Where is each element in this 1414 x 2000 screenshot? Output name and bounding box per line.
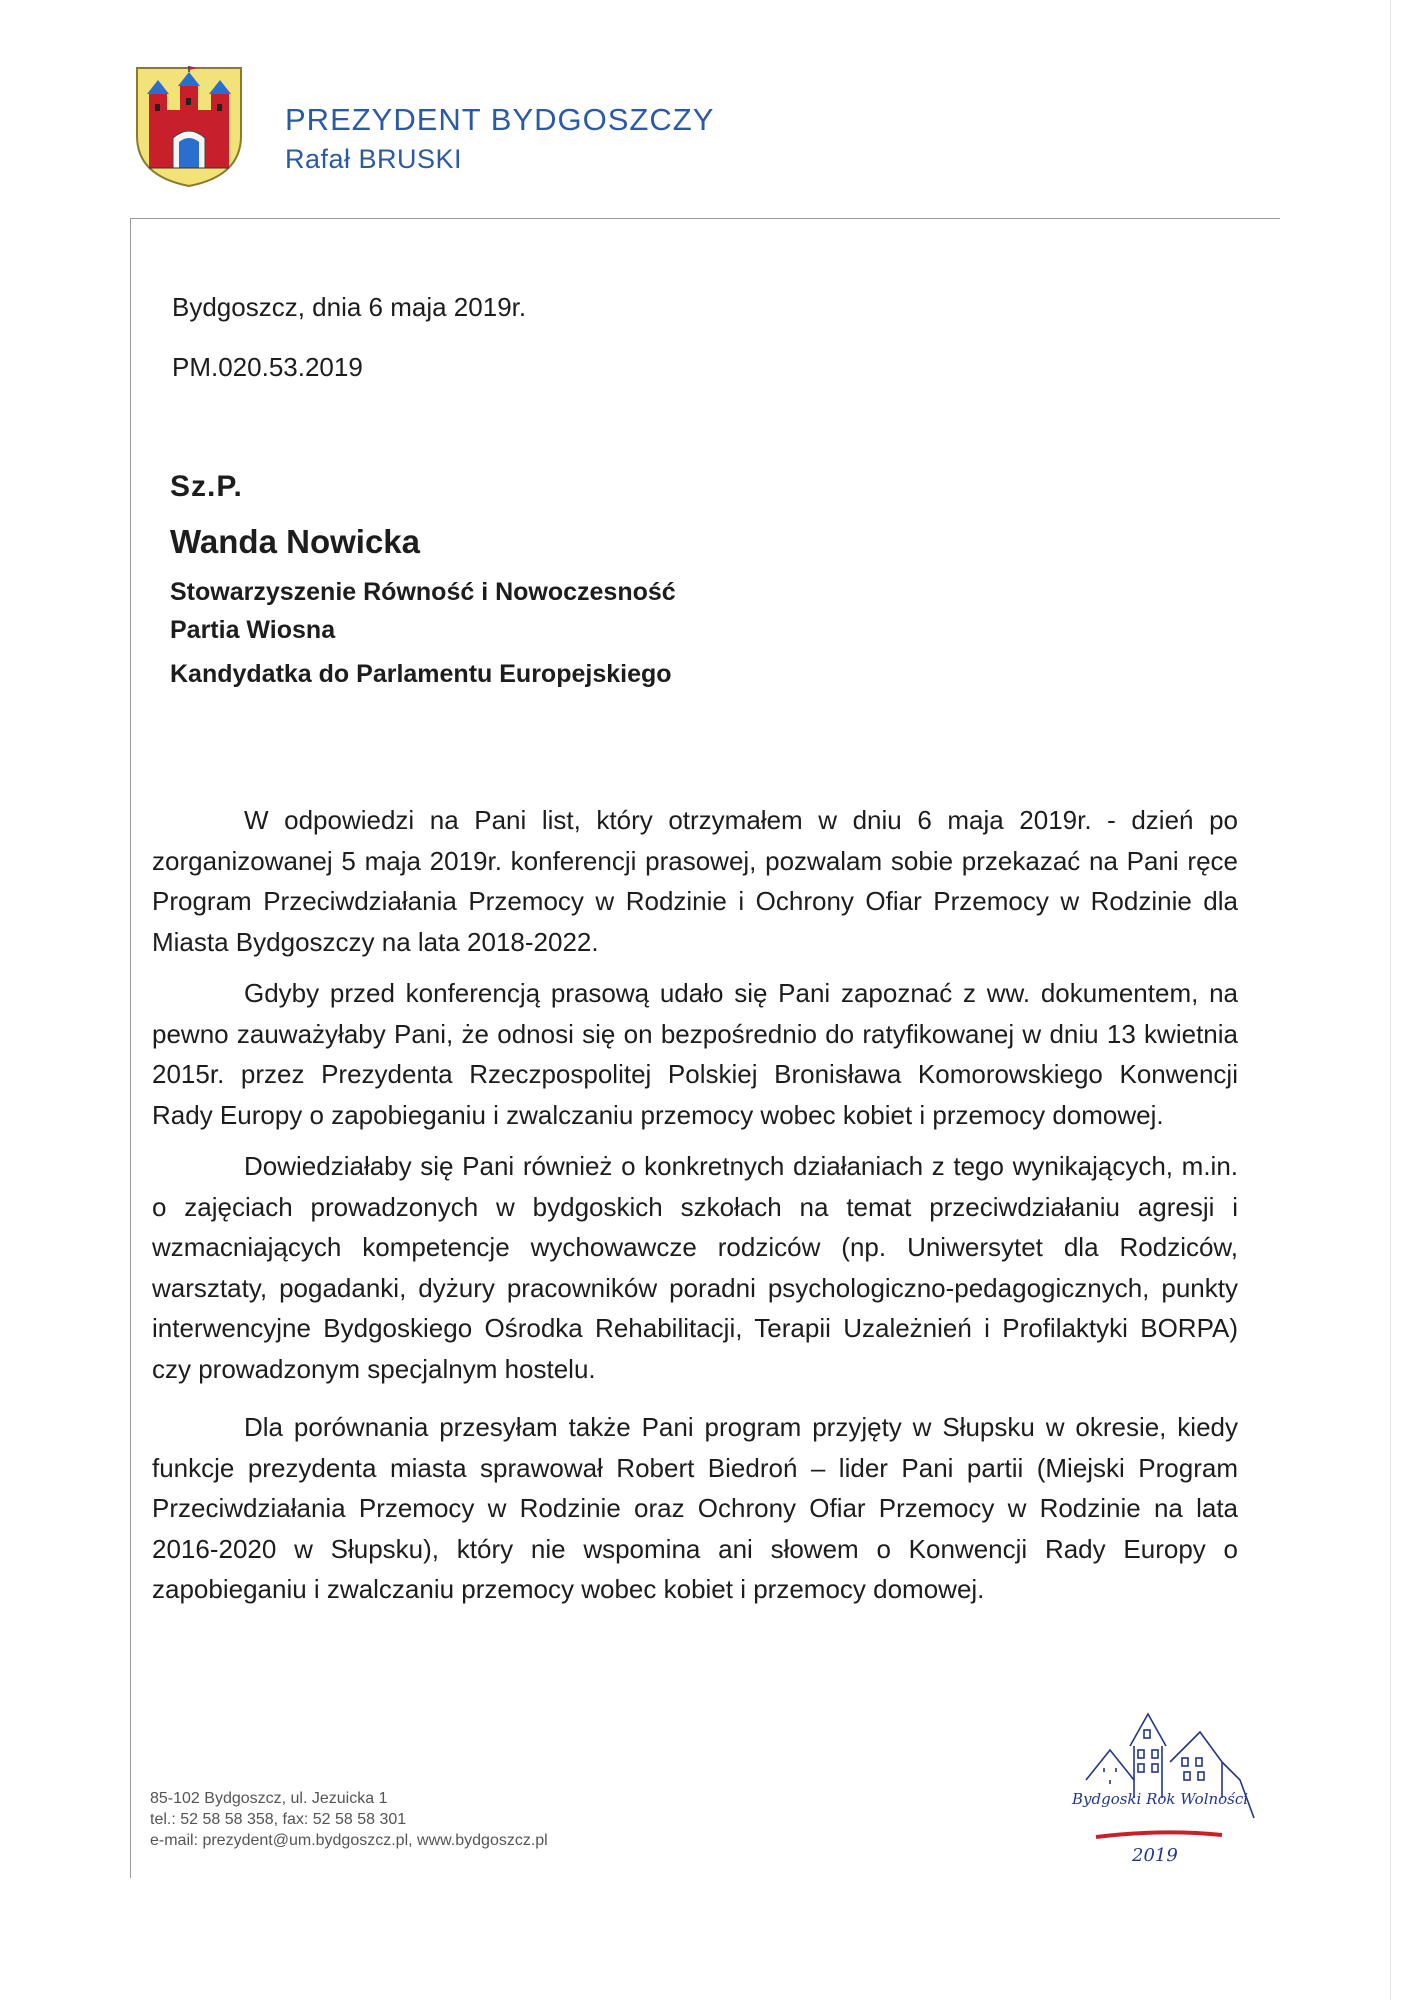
office-holder-name: Rafał BRUSKI <box>285 144 463 174</box>
reference-number: PM.020.53.2019 <box>172 352 363 382</box>
left-margin-rule <box>130 218 131 1878</box>
body-paragraph: Gdyby przed konferencją prasową udało się Pani zapoznać z ww. dokumentem, na pewno zauważyłaby Pani, że odnosi się on bezpośrednio do ratyfikowanej w dniu 13 kwietnia 2015r. przez Prezydenta Rzeczpospolitej Polskiej Bronisława Komorowskiego Konwencji Rady Europy o zapobieganiu i zwalczaniu przemocy wobec kobiet i przemocy domowej. <box>152 978 1238 1130</box>
jubilee-logo-year: 2019 <box>1132 1845 1178 1866</box>
footer-email-web: e-mail: prezydent@um.bydgoszcz.pl, www.bydgoszcz.pl <box>150 1832 548 1849</box>
addressee-organization: Stowarzyszenie Równość i Nowoczesność <box>170 578 676 606</box>
body-paragraph: Dowiedziałaby się Pani również o konkretnych działaniach z tego wynikających, m.in. o zajęciach prowadzonych w bydgoskich szkołach na temat przeciwdziałaniu agresji i wzmacniających kompetencje wychowawcze rodziców (np. Uniwersytet dla Rodziców, warsztaty, pogadanki, dyżury pracowników poradni psychologiczno-pedagogicznych, punkty interwencyjne Bydgoskiego Ośrodka Rehabilitacji, Terapii Uzależnień i Profilaktyki BORPA) czy prowadzonym specjalnym hostelu. <box>152 1151 1238 1384</box>
jubilee-logo-text: Bydgoski Rok Wolności <box>1072 1790 1249 1808</box>
body-paragraph: Dla porównania przesyłam także Pani program przyjęty w Słupsku w okresie, kiedy funkcje prezydenta miasta sprawował Robert Biedroń – lider Pani partii (Miejski Program Przeciwdziałania Przemocy w Rodzinie oraz Ochrony Ofiar Przemocy w Rodzinie na lata 2016-2020 w Słupsku), który nie wspomina ani słowem o Konwencji Rady Europy o zapobieganiu i zwalczaniu przemocy wobec kobiet i przemocy domowej. <box>152 1412 1238 1604</box>
letter-date: Bydgoszcz, dnia 6 maja 2019r. <box>172 292 527 322</box>
footer-address: 85-102 Bydgoszcz, ul. Jezuicka 1 <box>150 1790 388 1807</box>
footer-phone: tel.: 52 58 58 358, fax: 52 58 58 301 <box>150 1811 407 1828</box>
body-paragraph: W odpowiedzi na Pani list, który otrzymałem w dniu 6 maja 2019r. - dzień po zorganizowanej 5 maja 2019r. konferencji prasowej, pozwalam sobie przekazać na Pani ręce Program Przeciwdziałania Przemocy w Rodzinie i Ochrony Ofiar Przemocy w Rodzinie dla Miasta Bydgoszczy na lata 2018-2022. <box>152 805 1238 957</box>
addressee-salutation: Sz.P. <box>170 470 243 503</box>
office-title: PREZYDENT BYDGOSZCZY <box>285 102 715 137</box>
scan-edge <box>1390 0 1391 2000</box>
addressee-name: Wanda Nowicka <box>170 523 420 560</box>
footer-contact <box>150 1788 548 1851</box>
addressee-candidacy: Kandydatka do Parlamentu Europejskiego <box>170 660 672 688</box>
addressee-party: Partia Wiosna <box>170 616 336 644</box>
letter-body <box>152 800 1238 1621</box>
header-divider <box>130 218 1280 219</box>
coat-of-arms-icon <box>133 64 245 188</box>
